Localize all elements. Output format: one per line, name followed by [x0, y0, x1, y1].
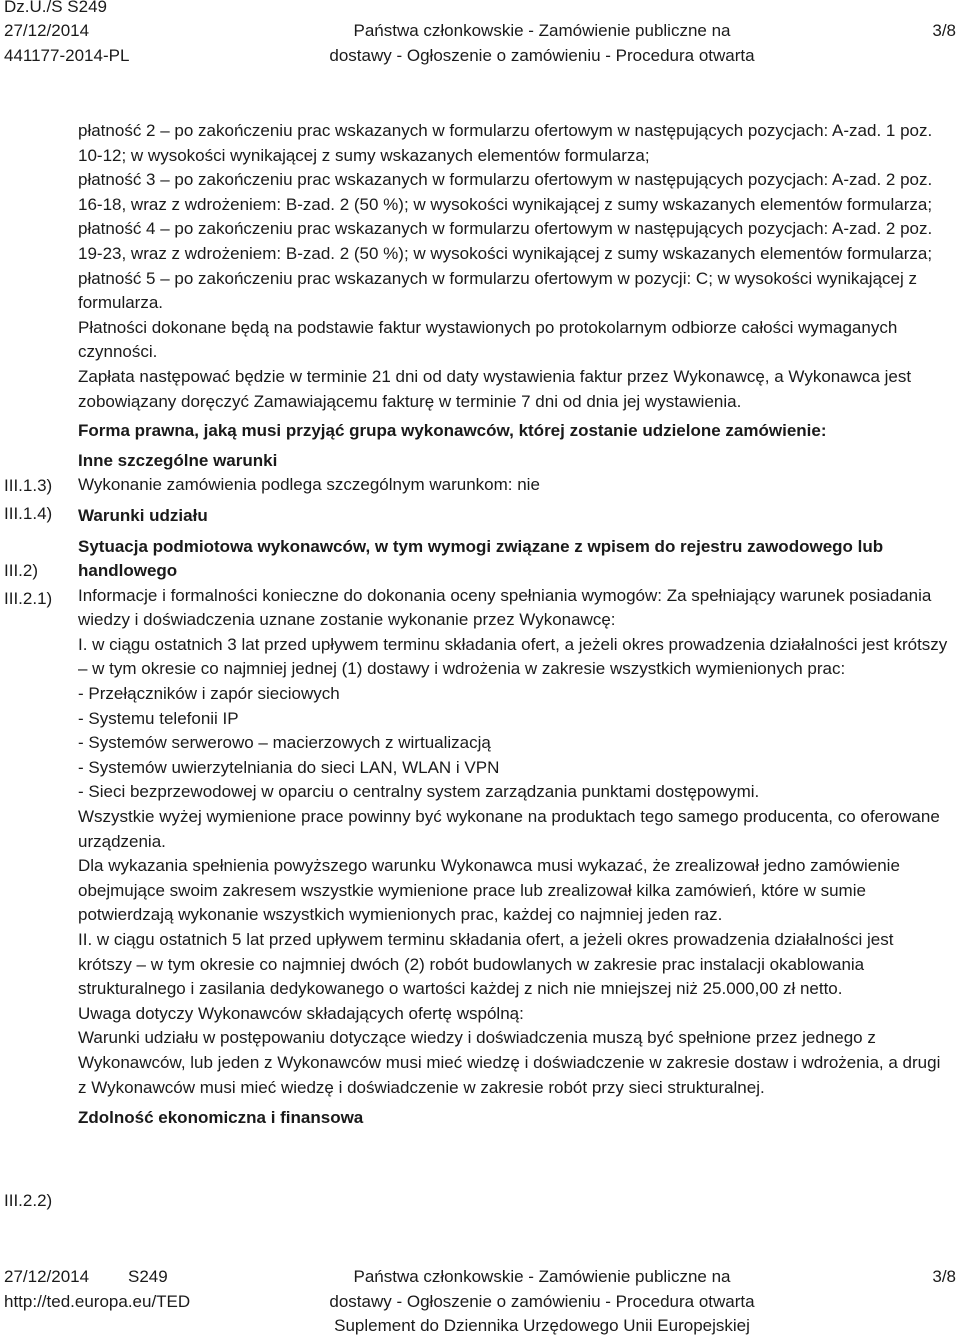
participation-conditions-heading: Warunki udziału: [78, 505, 208, 525]
section-label-iii-2: III.2): [4, 561, 39, 580]
personal-situation-heading: Sytuacja podmiotowa wykonawców, w tym wymogi związane z wpisem do rejestru zawodowego lub handlowego: [78, 536, 884, 581]
payment-5-text: płatność 5 – po zakończeniu prac wskazanych w formularzu ofertowym w pozycji: C; w wysokości wynikającej z formularza.: [78, 268, 917, 313]
list-item: - Systemów uwierzytelniania do sieci LAN, WLAN i VPN: [78, 757, 500, 777]
footer-title-line3: Suplement do Dziennika Urzędowego Unii Europejskiej: [334, 1316, 750, 1335]
footer-date: 27/12/2014: [4, 1267, 90, 1286]
joint-offer-note: Uwaga dotyczy Wykonawców składających ofertę wspólną:: [78, 1003, 524, 1023]
list-item: - Systemów serwerowo – macierzowych z wirtualizacją: [78, 733, 491, 753]
joint-offer-conditions-text: Warunki udziału w postępowaniu dotyczące wiedzy i doświadczenia muszą być spełnione przez jednego z Wykonawców, lub jeden z Wykonawców musi mieć wiedzę i doświadczenie w zakresie dostaw i wdrożenia, a drugi z Wykonawców musi mieć wiedzę i doświadczenie w zakresie robót przy sieci strukturalnej.: [78, 1028, 941, 1097]
legal-form-heading: Forma prawna, jaką musi przyjąć grupa wykonawców, której zostanie udzielone zamówienie:: [78, 421, 827, 441]
footer-page-number: 3/8: [932, 1267, 956, 1286]
list-item: - Sieci bezprzewodowej w oparciu o centralny system zarządzania punktami dostępowymi.: [78, 782, 760, 802]
list-item: - Przełączników i zapór sieciowych: [78, 684, 340, 704]
section-label-iii-1-3: III.1.3): [4, 476, 53, 495]
list-item: - Systemu telefonii IP: [78, 708, 239, 728]
payment-4-text: płatność 4 – po zakończeniu prac wskazanych w formularzu ofertowym w następujących pozycjach: A-zad. 2 poz. 19-23, wraz z wdrożeniem: B-zad. 2 (50 %); w wysokości wynikającej z sumy wskazanych elementów formularza;: [78, 219, 933, 263]
invoice-basis-text: Płatności dokonane będą na podstawie faktur wystawionych po protokolarnym odbiorze całości wymaganych czynności.: [78, 317, 898, 362]
header-page-number: 3/8: [932, 21, 956, 40]
payment-2-text: płatność 2 – po zakończeniu prac wskazanych w formularzu ofertowym w następujących pozycjach: A-zad. 1 poz. 10-12; w wysokości wynikającej z sumy wskazanych elementów formularza;: [78, 121, 933, 165]
proof-requirement-text: Dla wykazania spełnienia powyższego warunku Wykonawca musi wykazać, że zrealizował jedno zamówienie obejmujące swoim zakresem wszystkie wymienione prace lub zrealizował kilka zamówień, które w sumie potwierdzają wykonanie wszystkich wymienionych prac, każdej co najmniej jeden raz.: [78, 856, 900, 925]
section-label-iii-2-2: III.2.2): [4, 1191, 53, 1210]
same-producer-text: Wszystkie wyżej wymienione prace powinny być wykonane na produktach tego samego producenta, co oferowane urządzenia.: [78, 807, 940, 851]
footer-issue: S249: [128, 1267, 168, 1286]
footer-title-line2: dostawy - Ogłoszenie o zamówieniu - Procedura otwarta: [329, 1292, 755, 1311]
document-id: 441177-2014-PL: [4, 46, 130, 65]
payment-term-text: Zapłata następować będzie w terminie 21 dni od daty wystawienia faktur przez Wykonawcę, a Wykonawca jest zobowiązany doręczyć Zamawiającemu fakturę w terminie 7 dni od dnia jej wystawienia.: [78, 366, 912, 411]
footer-url[interactable]: http://ted.europa.eu/TED: [4, 1292, 191, 1311]
section-label-iii-2-1: III.2.1): [4, 589, 53, 608]
header-title-line1: Państwa członkowskie - Zamówienie publiczne na: [353, 21, 731, 40]
header-date: 27/12/2014: [4, 21, 90, 40]
requirements-intro-text: Informacje i formalności konieczne do dokonania oceny spełniania wymogów: Za spełniający warunek posiadania wiedzy i doświadczenia uznane zostanie wykonanie przez Wykonawcę:: [78, 585, 932, 630]
requirement-ii-text: II. w ciągu ostatnich 5 lat przed upływem terminu składania ofert, a jeżeli okres prowadzenia działalności jest krótszy – w tym okresie co najmniej dwóch (2) robót budowlanych w zakresie prac instalacji okablowania strukturalnego i zasilania dedykowanego o wartości każdej z nich nie mniejszej niż 25.000,00 zł netto.: [78, 930, 894, 999]
journal-ref: Dz.U./S S249: [4, 0, 107, 16]
footer-title-line1: Państwa członkowskie - Zamówienie publiczne na: [353, 1267, 731, 1286]
special-conditions-text: Wykonanie zamówienia podlega szczególnym warunkom: nie: [78, 475, 540, 495]
special-conditions-heading: Inne szczególne warunki: [78, 450, 278, 470]
payment-3-text: płatność 3 – po zakończeniu prac wskazanych w formularzu ofertowym w następujących pozycjach: A-zad. 2 poz. 16-18, wraz z wdrożeniem: B-zad. 2 (50 %); w wysokości wynikającej z sumy wskazanych elementów formularza;: [78, 170, 933, 214]
section-label-iii-1-4: III.1.4): [4, 504, 53, 523]
document-body: [78, 119, 950, 1131]
header-title-line2: dostawy - Ogłoszenie o zamówieniu - Procedura otwarta: [329, 46, 755, 65]
economic-capacity-heading: Zdolność ekonomiczna i finansowa: [78, 1108, 364, 1128]
requirement-i-text: I. w ciągu ostatnich 3 lat przed upływem terminu składania ofert, a jeżeli okres prowadzenia działalności jest krótszy – w tym okresie co najmniej jednej (1) dostawy i wdrożenia w zakresie wszystkich wymienionych prac:: [78, 634, 948, 679]
